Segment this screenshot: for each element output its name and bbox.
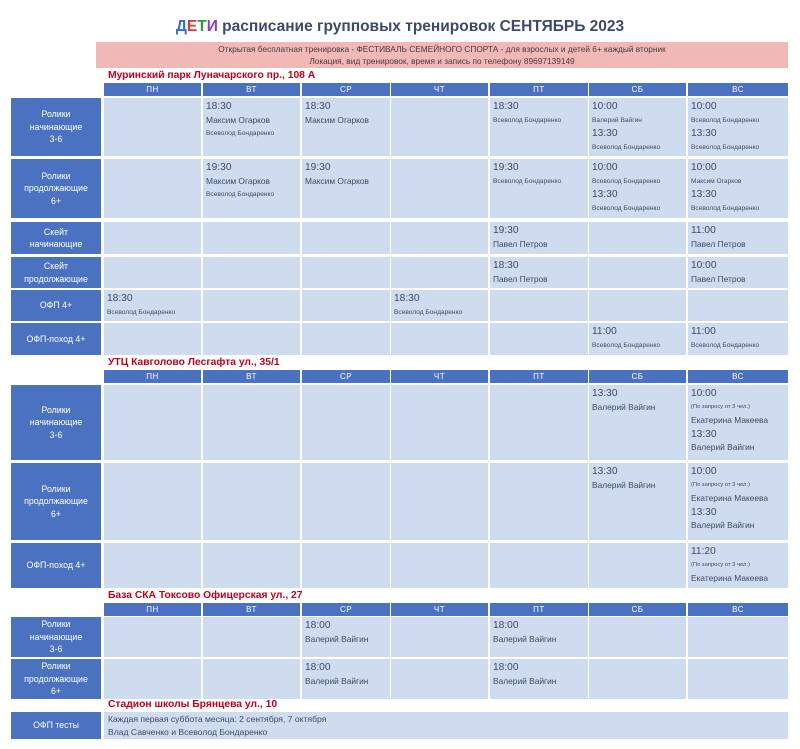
session-time: 18:00 (305, 662, 331, 673)
day-header: СР (302, 83, 390, 96)
day-header: ПН (104, 603, 201, 616)
schedule-cell (688, 323, 788, 355)
title-letter: И (206, 18, 218, 35)
schedule-cell (203, 543, 300, 588)
schedule-cell (302, 159, 390, 218)
day-header: ПН (104, 370, 201, 383)
session-time: 13:30 (691, 428, 717, 440)
schedule-cell (203, 463, 300, 540)
coach-name: Валерий Вайгин (592, 479, 656, 490)
schedule-cell (589, 222, 686, 254)
day-header: СР (302, 603, 390, 616)
schedule-cell (302, 385, 390, 460)
schedule-cell (302, 257, 390, 288)
schedule-cell (104, 257, 201, 288)
day-header: ЧТ (391, 603, 488, 616)
session-time: 18:30 (493, 260, 519, 271)
day-header: ПТ (490, 83, 588, 96)
schedule-cell (589, 385, 686, 460)
schedule-cell (391, 222, 488, 254)
day-header: ВС (688, 603, 788, 616)
schedule-cell (302, 543, 390, 588)
schedule-cell (104, 98, 201, 156)
day-header: ЧТ (391, 370, 488, 383)
schedule-cell (302, 98, 390, 156)
coach-name: Всеволод Бондаренко (493, 116, 562, 124)
day-header: ВС (688, 83, 788, 96)
session-time: 18:30 (493, 101, 519, 112)
coach-name: Валерий Вайгин (592, 116, 642, 124)
coach-name: Павел Петров (691, 273, 746, 284)
schedule-cell (104, 222, 201, 254)
row-label-line: ОФП-поход 4+ (26, 333, 86, 344)
session-time: 10:00 (691, 466, 717, 477)
row-label-line: продолжающие (24, 496, 88, 507)
session-time: 19:30 (493, 162, 519, 173)
schedule-cell (104, 385, 201, 460)
coach-name: Всеволод Бондаренко (394, 308, 463, 316)
session-time: 10:00 (691, 260, 717, 271)
coach-name: Всеволод Бондаренко (691, 143, 760, 151)
schedule-cell (203, 98, 300, 156)
footer-line: Каждая первая суббота месяца: 2 сентября, 7 октября (108, 714, 327, 724)
coach-name: Максим Огарков (305, 114, 370, 125)
schedule-cell (490, 617, 588, 657)
schedule-cell (490, 257, 588, 288)
coach-name: Валерий Вайгин (305, 675, 369, 686)
row-label-line: 6+ (50, 195, 62, 206)
coach-name: Валерий Вайгин (493, 675, 557, 686)
schedule-cell (490, 463, 588, 540)
session-time: 13:30 (691, 189, 717, 200)
session-note: (По запросу от 3 чел.) (691, 561, 750, 568)
row-label-line: начинающие (29, 631, 83, 642)
session-time: 19:30 (206, 162, 232, 173)
footer-line: Влад Савченко и Всеволод Бондаренко (108, 726, 268, 737)
title-text: расписание групповых тренировок СЕНТЯБРЬ 2023 (217, 18, 625, 35)
row-label (11, 98, 101, 156)
schedule-cell (688, 159, 788, 218)
session-time: 11:00 (691, 326, 716, 337)
row-label-line: ОФП-поход 4+ (26, 560, 86, 571)
banner-line: Локация, вид тренировок, время и запись по телефону 89697139149 (309, 56, 575, 66)
row-label-line: ОФП 4+ (39, 300, 73, 311)
session-time: 19:30 (493, 225, 519, 236)
session-time: 11:00 (691, 225, 716, 236)
coach-name: Всеволод Бондаренко (691, 204, 760, 212)
row-label-line: Скейт (43, 261, 69, 271)
schedule-cell (391, 290, 488, 321)
row-label-line: продолжающие (24, 273, 88, 284)
row-label (11, 159, 101, 218)
schedule-cell (391, 257, 488, 288)
schedule-cell (203, 617, 300, 657)
row-label-line: 3-6 (49, 644, 63, 655)
schedule-cell (688, 617, 788, 657)
schedule-cell (104, 159, 201, 218)
day-header: ПТ (490, 603, 588, 616)
schedule-cell (490, 385, 588, 460)
schedule-cell (104, 617, 201, 657)
schedule-cell (688, 463, 788, 540)
schedule-cell (391, 98, 488, 156)
session-time: 13:30 (691, 506, 717, 518)
day-header: ВС (688, 370, 788, 383)
coach-name: Валерий Вайгин (592, 401, 656, 412)
day-header: СР (302, 370, 390, 383)
day-header: СБ (589, 603, 686, 616)
schedule-cell (302, 617, 390, 657)
session-time: 19:30 (305, 162, 331, 173)
venue-title: База СКА Токсово Офицерская ул., 27 (108, 590, 303, 601)
coach-name: Валерий Вайгин (691, 442, 755, 452)
session-time: 11:00 (592, 326, 617, 337)
row-label (11, 617, 101, 657)
schedule-cell (490, 98, 588, 156)
schedule-cell (688, 659, 788, 699)
session-time: 10:00 (691, 162, 717, 173)
coach-name: Валерий Вайгин (305, 633, 369, 644)
schedule-cell (589, 257, 686, 288)
promo-banner (96, 42, 788, 68)
coach-name: Всеволод Бондаренко (107, 308, 176, 316)
schedule-cell (302, 463, 390, 540)
schedule-cell (203, 659, 300, 699)
row-label (11, 257, 101, 288)
session-time: 18:00 (493, 662, 519, 673)
row-label-line: начинающие (29, 417, 83, 428)
row-label (11, 543, 101, 588)
day-header: ВТ (203, 83, 300, 96)
schedule-cell (104, 659, 201, 699)
coach-name: Максим Огарков (206, 114, 271, 125)
schedule-cell (688, 543, 788, 588)
session-time: 13:30 (592, 189, 618, 200)
schedule-cell (688, 257, 788, 288)
schedule-cell (589, 463, 686, 540)
schedule-cell (490, 159, 588, 218)
coach-name: Максим Огарков (691, 177, 742, 185)
coach-name: Всеволод Бондаренко (206, 130, 275, 137)
schedule-cell (391, 385, 488, 460)
coach-name: Всеволод Бондаренко (206, 191, 275, 198)
schedule-cell (688, 290, 788, 321)
schedule-cell (391, 617, 488, 657)
row-label-line: Скейт (43, 226, 69, 237)
row-label (11, 323, 101, 355)
row-label-line: Ролики (41, 109, 71, 120)
schedule-cell (589, 617, 686, 657)
session-time: 10:00 (592, 101, 618, 112)
session-time: 13:30 (592, 128, 618, 139)
row-label-line: Ролики (41, 483, 71, 494)
day-header: ПТ (490, 370, 588, 383)
row-label-line: продолжающие (24, 183, 88, 194)
schedule-cell (104, 463, 201, 540)
schedule-cell (490, 543, 588, 588)
schedule-cell (203, 222, 300, 254)
day-header: ЧТ (391, 83, 488, 96)
coach-name: Всеволод Бондаренко (691, 116, 760, 124)
row-label-line: 6+ (50, 508, 62, 519)
banner-line: Открытая бесплатная тренировка - ФЕСТИВАЛЬ СЕМЕЙНОГО СПОРТА - для взрослых и детей 6+ каждый вторник (218, 44, 666, 54)
schedule-cell (203, 323, 300, 355)
schedule-cell (391, 543, 488, 588)
venue-title: Муринский парк Луначарского пр., 108 А (108, 70, 316, 81)
row-label-line: Ролики (41, 170, 71, 181)
day-header: ВТ (203, 370, 300, 383)
session-time: 13:30 (691, 128, 717, 139)
coach-name: Максим Огарков (206, 175, 271, 186)
row-label (11, 290, 101, 321)
coach-name: Павел Петров (691, 238, 746, 249)
coach-name: Всеволод Бондаренко (691, 341, 760, 349)
row-label (11, 659, 101, 699)
schedule-cell (589, 323, 686, 355)
schedule-cell (104, 323, 201, 355)
session-time: 13:30 (592, 466, 618, 477)
schedule-cell (302, 290, 390, 321)
schedule-cell (203, 257, 300, 288)
coach-name: Всеволод Бондаренко (592, 341, 661, 349)
session-time: 18:30 (107, 293, 133, 304)
coach-name: Павел Петров (493, 238, 548, 249)
schedule-cell (589, 159, 686, 218)
session-note: (По запросу от 3 чел.) (691, 403, 750, 410)
schedule-cell (302, 222, 390, 254)
day-header: ВТ (203, 603, 300, 616)
session-time: 18:00 (305, 620, 331, 631)
row-label-line: Ролики (41, 619, 71, 630)
coach-name: Валерий Вайгин (493, 633, 557, 644)
session-time: 11:20 (691, 546, 716, 557)
schedule-cell (688, 385, 788, 460)
schedule-cell (302, 659, 390, 699)
coach-name: Екатерина Макеева (691, 573, 769, 583)
row-label-line: начинающие (29, 239, 83, 249)
schedule-cell (203, 290, 300, 321)
session-time: 10:00 (691, 101, 717, 112)
schedule-cell (203, 159, 300, 218)
schedule-cell (589, 543, 686, 588)
session-note: (По запросу от 3 чел.) (691, 481, 750, 488)
row-label-line: начинающие (29, 121, 83, 132)
coach-name: Всеволод Бондаренко (592, 143, 661, 151)
schedule-cell (490, 323, 588, 355)
coach-name: Всеволод Бондаренко (493, 177, 562, 185)
session-time: 18:30 (394, 293, 420, 304)
row-label-line: 3-6 (49, 134, 63, 145)
row-label (11, 463, 101, 540)
schedule-cell (302, 323, 390, 355)
schedule-cell (490, 222, 588, 254)
title-letter: Е (186, 18, 198, 35)
session-time: 18:00 (493, 620, 519, 631)
coach-name: Павел Петров (493, 273, 548, 284)
schedule-cell (391, 659, 488, 699)
schedule-cell (104, 543, 201, 588)
row-label-line: продолжающие (24, 673, 88, 684)
coach-name: Валерий Вайгин (691, 520, 755, 530)
session-time: 18:30 (305, 101, 331, 112)
session-time: 10:00 (691, 388, 717, 399)
schedule-cell (391, 323, 488, 355)
schedule-cell (490, 290, 588, 321)
schedule-cell (688, 98, 788, 156)
coach-name: Екатерина Макеева (691, 493, 769, 503)
session-time: 10:00 (592, 162, 618, 173)
schedule-cell (589, 98, 686, 156)
title-letter: Т (197, 18, 207, 35)
schedule-cell (391, 463, 488, 540)
schedule-cell (490, 659, 588, 699)
schedule-cell (203, 385, 300, 460)
schedule-cell (104, 290, 201, 321)
coach-name: Екатерина Макеева (691, 415, 769, 425)
row-label-line: Ролики (41, 661, 71, 672)
title-letter: Д (175, 18, 187, 35)
row-label (11, 222, 101, 254)
coach-name: Максим Огарков (305, 175, 370, 186)
row-label-line: Ролики (41, 404, 71, 415)
row-label (11, 385, 101, 460)
schedule-cell (589, 290, 686, 321)
page-title (0, 18, 800, 36)
day-header: ПН (104, 83, 201, 96)
schedule-cell (104, 712, 788, 739)
venue-title: Стадион школы Брянцева ул., 10 (108, 699, 278, 710)
row-label-line: 3-6 (49, 429, 63, 440)
day-header: СБ (589, 370, 686, 383)
coach-name: Всеволод Бондаренко (592, 177, 661, 185)
session-time: 18:30 (206, 101, 232, 112)
schedule-cell (391, 159, 488, 218)
schedule-cell (589, 659, 686, 699)
row-label: ОФП тесты (11, 712, 101, 739)
day-header: СБ (589, 83, 686, 96)
venue-title: УТЦ Кавголово Лесгафта ул., 35/1 (108, 357, 280, 368)
schedule-cell (688, 222, 788, 254)
coach-name: Всеволод Бондаренко (592, 204, 661, 212)
session-time: 13:30 (592, 388, 618, 399)
row-label-line: 6+ (50, 686, 62, 697)
